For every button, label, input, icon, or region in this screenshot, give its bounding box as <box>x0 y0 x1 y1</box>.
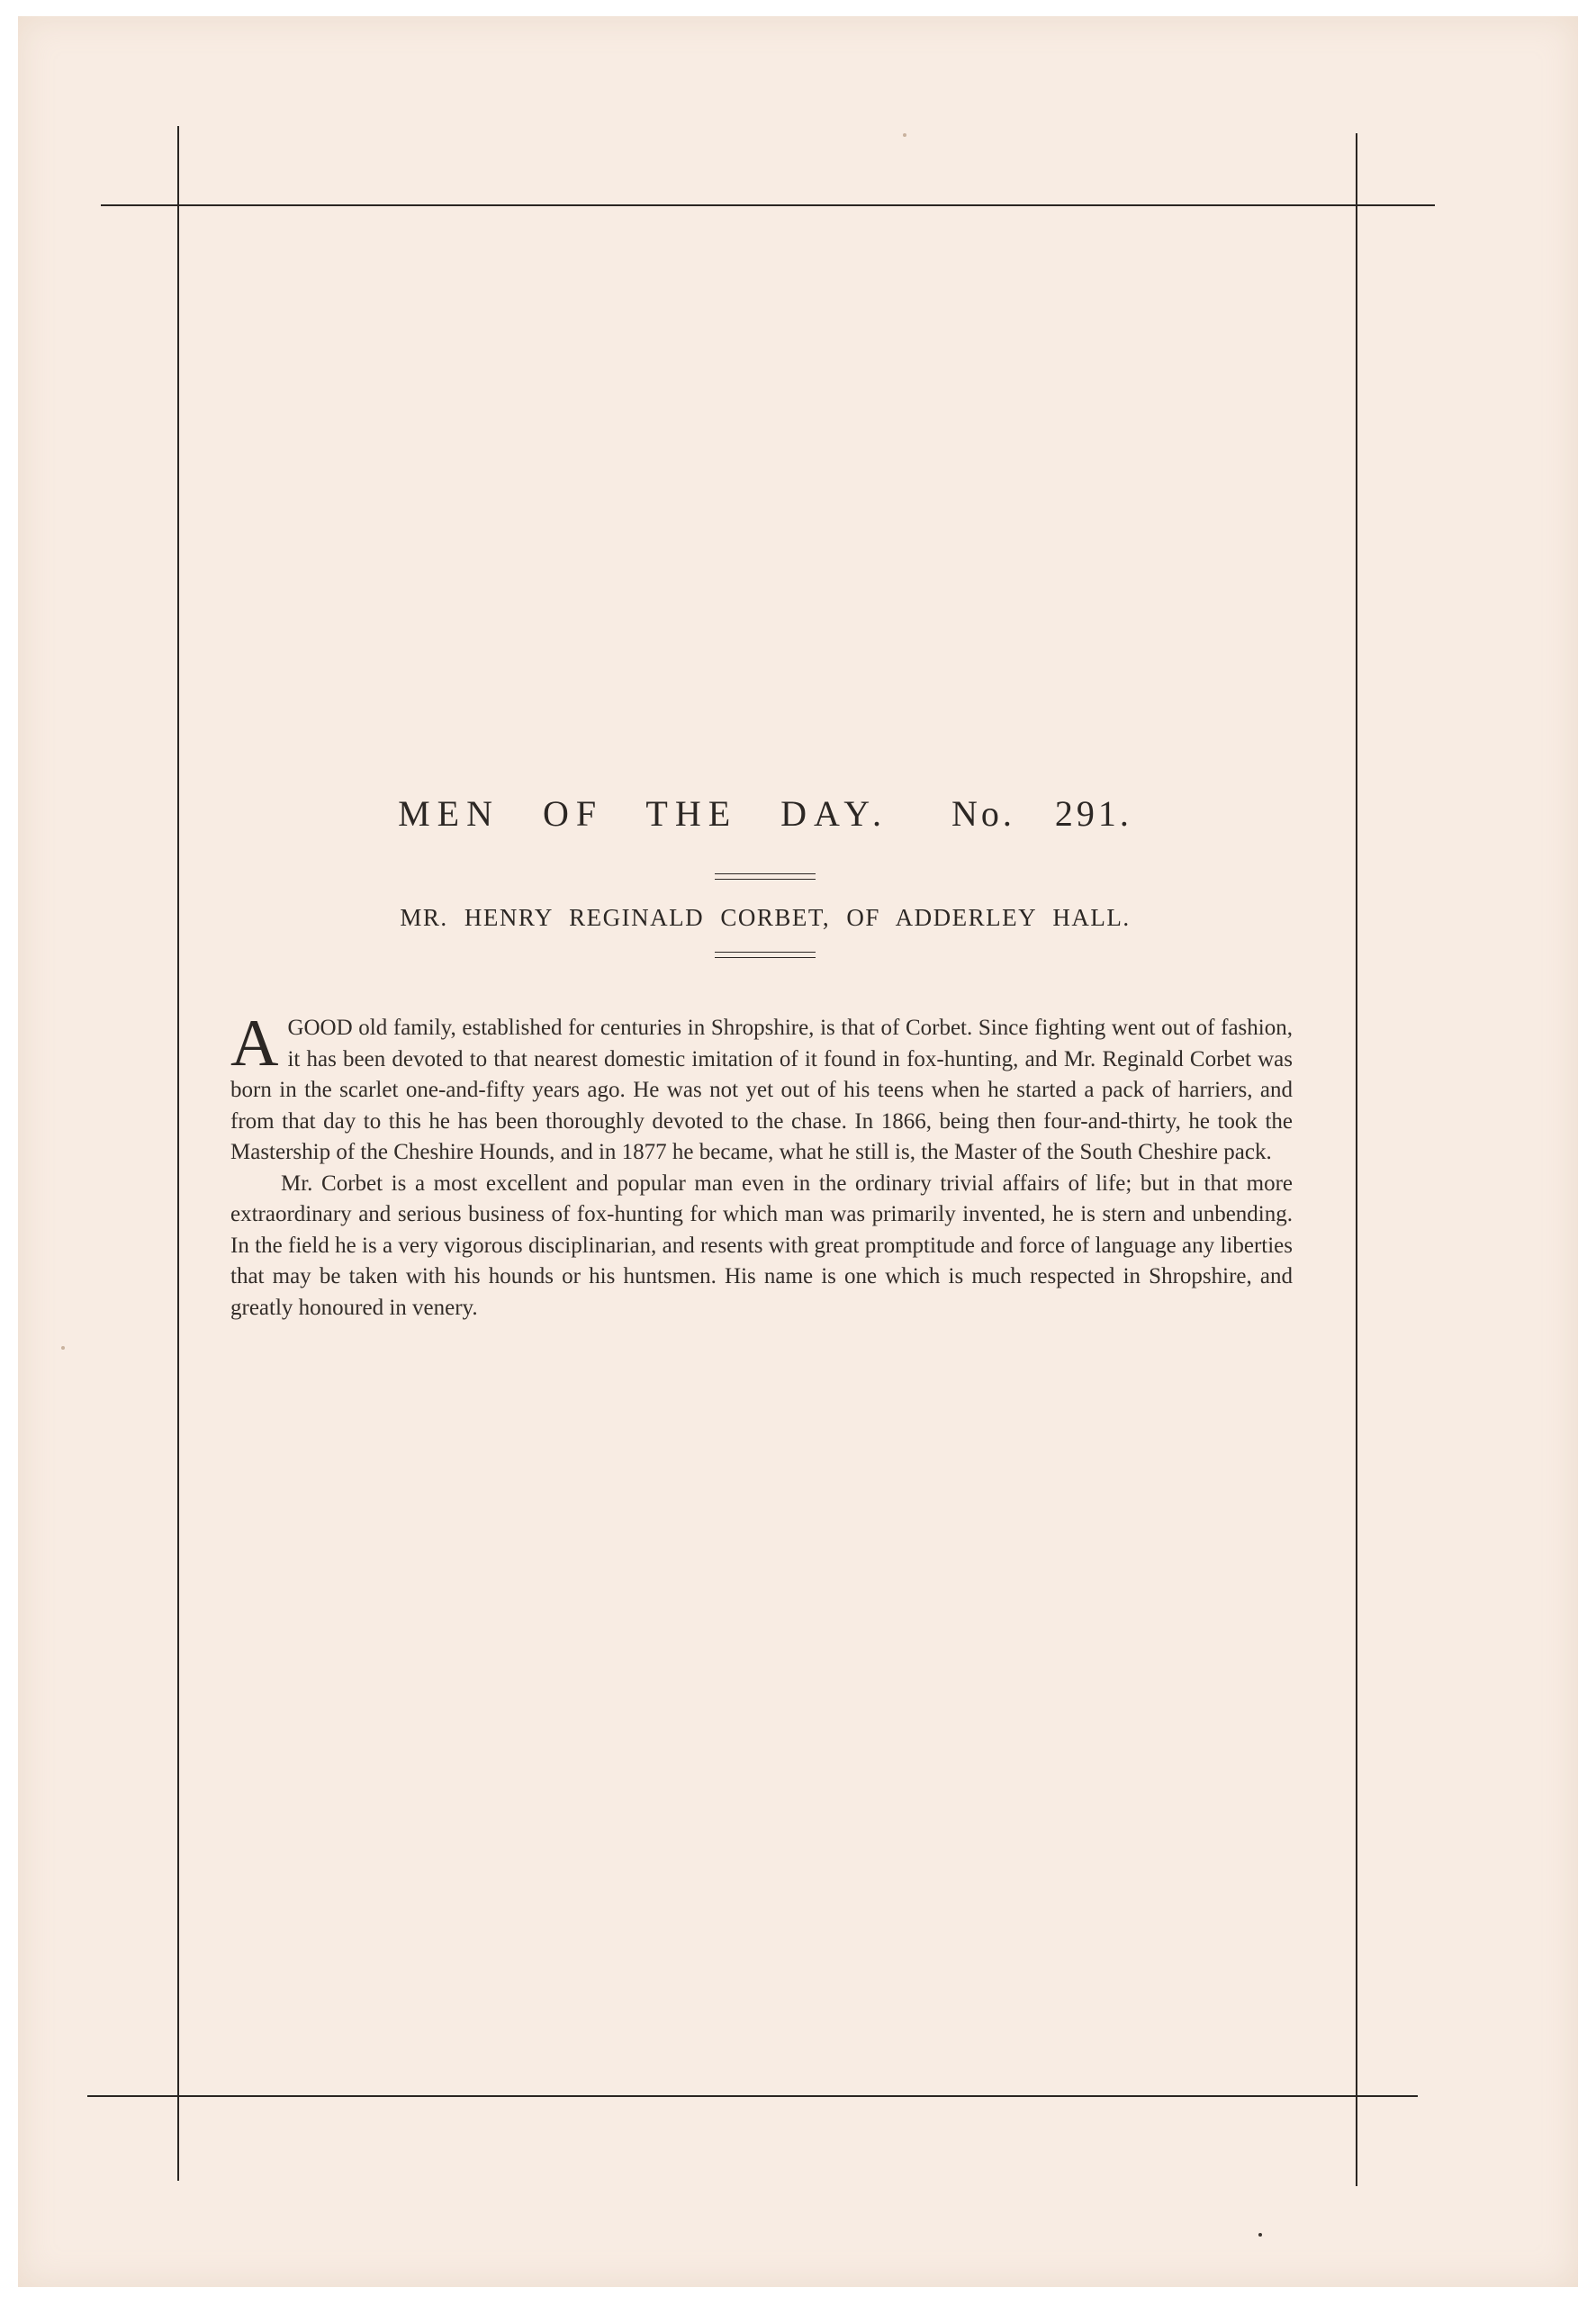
frame-right-rule <box>1356 133 1357 2186</box>
paper-speck <box>903 133 906 137</box>
issue-number: No. 291. <box>951 793 1132 834</box>
series-title: MEN OF THE DAY. <box>398 793 888 834</box>
title-block <box>225 792 1305 958</box>
article-subtitle: MR. HENRY REGINALD CORBET, OF ADDERLEY HALL. <box>400 904 1131 931</box>
frame-top-rule <box>101 204 1435 206</box>
paper-speck <box>1258 2233 1262 2237</box>
frame-bottom-rule <box>87 2095 1418 2097</box>
drop-cap: A <box>230 1007 279 1080</box>
title-divider-bottom <box>715 952 816 958</box>
paper-speck <box>61 1346 65 1350</box>
paragraph-1-text: GOOD old family, established for centuries in Shropshire, is that of Corbet. Since fighting went out of fashion, it has been devoted to that nearest domestic imitation of it found in fox-hunting, and Mr. Reginald Corbet was born in the scarlet one-and-fifty years ago. He was not yet out of his teens when he started a pack of harriers, and from that day to this he has been thoroughly devoted to the chase. In 1866, being then four-and-thirty, he took the Mastership of the Cheshire Hounds, and in 1877 he became, what he still is, the Master of the South Cheshire pack. <box>230 1016 1293 1164</box>
article-body <box>230 1007 1293 1324</box>
frame-left-rule <box>177 126 179 2181</box>
article-paragraph-1 <box>230 1007 1293 1169</box>
page-title <box>225 792 1305 836</box>
title-divider-top <box>715 873 816 880</box>
article-paragraph-2: Mr. Corbet is a most excellent and popular man even in the ordinary trivial affairs of life; but in that more extraordinary and serious business of fox-hunting for which man was primarily invented, he is stern and unbending. In the field he is a very vigorous disciplinarian, and resents with great promptitude and force of language any liberties that may be taken with his hounds or his huntsmen. His name is one which is much respected in Shropshire, and greatly honoured in venery. <box>230 1171 1293 1320</box>
